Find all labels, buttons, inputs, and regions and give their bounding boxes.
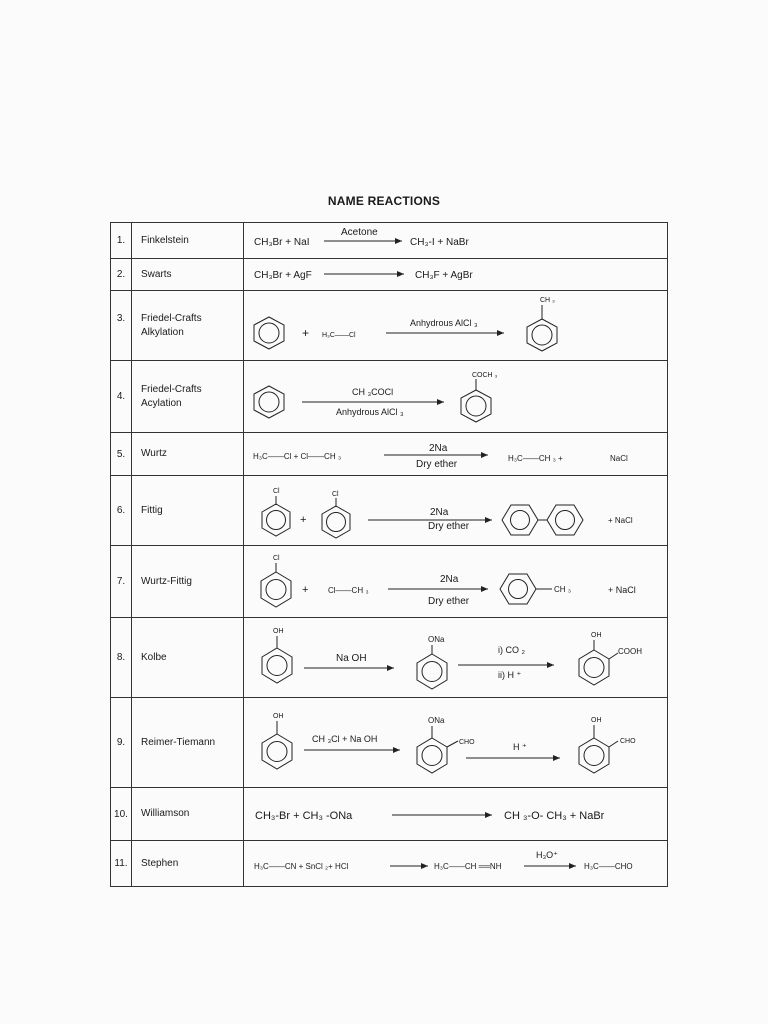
- substituent-label: OH: [273, 713, 284, 720]
- intermediate-text: H₃C——CH ══NH: [434, 862, 502, 871]
- benzene-ring: [254, 386, 284, 418]
- reactants-text: H₃C——Cl + Cl——CH ₃: [253, 452, 342, 461]
- substituent-label: COCH ₃: [472, 372, 498, 379]
- substituent-label: CH ₃: [540, 297, 555, 304]
- reaction-equation: [244, 788, 668, 841]
- arrow-head: [481, 586, 488, 592]
- products-text: H₃C——CHO: [584, 862, 633, 871]
- reaction-diagram: [244, 361, 667, 432]
- reaction-equation: [244, 698, 668, 788]
- arrow-condition: Na OH: [336, 653, 367, 664]
- reaction-diagram: [244, 259, 667, 290]
- phenol-ring: [262, 636, 292, 683]
- arrow-condition: i) CO ₂: [498, 645, 525, 655]
- substituent-label: ONa: [428, 716, 445, 725]
- row-number: 2.: [111, 259, 132, 291]
- table-row: [111, 476, 668, 546]
- arrow-head: [569, 863, 576, 869]
- byproduct-text: + NaCl: [608, 516, 633, 525]
- reaction-name: Fittig: [132, 476, 244, 546]
- products-text: CH₃F + AgBr: [415, 270, 473, 281]
- table-row: [111, 433, 668, 476]
- chlorobenzene-ring: [262, 496, 290, 536]
- arrow-head: [395, 238, 402, 244]
- arrow-condition-below: Dry ether: [428, 521, 470, 532]
- table-row: [111, 259, 668, 291]
- arrow-condition: 2Na: [440, 574, 459, 585]
- reaction-equation: [244, 841, 668, 887]
- row-number: 4.: [111, 361, 132, 433]
- arrow-condition: H ⁺: [513, 742, 527, 752]
- arrow-head: [547, 662, 554, 668]
- arrow-head: [437, 399, 444, 405]
- substituent-label: OH: [591, 632, 602, 639]
- arrow-head: [481, 452, 488, 458]
- reaction-name: Stephen: [132, 841, 244, 887]
- row-number: 10.: [111, 788, 132, 841]
- table-row: [111, 361, 668, 433]
- reactants-text: CH₃Br + AgF: [254, 270, 312, 281]
- reaction-diagram: [244, 698, 667, 787]
- reaction-name: Finkelstein: [132, 223, 244, 259]
- row-number: 7.: [111, 546, 132, 618]
- acetophenone-ring: [461, 379, 491, 422]
- reactants-text: CH₃-Br + CH₃ -ONa: [255, 810, 353, 822]
- page-title: NAME REACTIONS: [327, 194, 441, 208]
- arrow-head: [393, 747, 400, 753]
- substituent-label: Cl: [273, 555, 280, 562]
- arrow-condition-below: Anhydrous AlCl ₃: [336, 407, 404, 417]
- reaction-diagram: [244, 788, 667, 840]
- arrow-condition: 2Na: [430, 507, 449, 518]
- products-text: H₃C——CH ₃ +: [508, 454, 563, 463]
- table-row: [111, 291, 668, 361]
- substituent-label: OH: [591, 717, 602, 724]
- table-row: [111, 546, 668, 618]
- row-number: 3.: [111, 291, 132, 361]
- chlorobenzene-ring: [322, 498, 350, 538]
- reaction-name: Kolbe: [132, 618, 244, 698]
- row-number: 6.: [111, 476, 132, 546]
- arrow-condition: CH ₃Cl + Na OH: [312, 734, 378, 744]
- chlorobenzene-ring: [261, 563, 291, 607]
- reaction-equation: [244, 618, 668, 698]
- reaction-equation: [244, 361, 668, 433]
- arrow-condition: Anhydrous AlCl ₃: [410, 318, 478, 328]
- reactants-text: H₃C——CN + SnCl ₂+ HCl: [254, 862, 349, 871]
- salicylaldehyde-ring: [579, 725, 618, 773]
- salicylic-acid-ring: [579, 640, 618, 685]
- reaction-equation: [244, 259, 668, 291]
- substituent-label: CHO: [620, 738, 636, 745]
- substituent-label: COOH: [618, 647, 642, 656]
- arrow-head: [421, 863, 428, 869]
- reaction-name: Friedel-Crafts Alkylation: [132, 291, 244, 361]
- row-number: 9.: [111, 698, 132, 788]
- reaction-name: Wurtz-Fittig: [132, 546, 244, 618]
- arrow-condition: H₃O⁺: [536, 850, 558, 860]
- substituent-label: Cl: [332, 491, 339, 498]
- biphenyl-structure: [502, 505, 583, 535]
- arrow-condition: Acetone: [341, 227, 378, 238]
- reactants-text: CH₃Br + NaI: [254, 237, 310, 248]
- plus-sign: +: [300, 514, 307, 526]
- row-number: 11.: [111, 841, 132, 887]
- reaction-diagram: [244, 841, 667, 886]
- arrow-condition: 2Na: [429, 443, 448, 454]
- substituent-label: ONa: [428, 635, 445, 644]
- name-reactions-table: [110, 222, 668, 887]
- reaction-diagram: [244, 546, 667, 617]
- arrow-head: [485, 517, 492, 523]
- byproduct-text: + NaCl: [608, 585, 636, 595]
- table-row: [111, 223, 668, 259]
- reaction-equation: [244, 223, 668, 259]
- arrow-head: [485, 812, 492, 818]
- reaction-diagram: [244, 223, 667, 258]
- byproduct-text: NaCl: [610, 454, 628, 463]
- arrow-head: [387, 665, 394, 671]
- benzene-ring: [254, 317, 284, 349]
- sodium-phenoxide-ring: [417, 726, 458, 773]
- reaction-name: Reimer-Tiemann: [132, 698, 244, 788]
- substituent-label: Cl: [273, 488, 280, 495]
- table-row: [111, 788, 668, 841]
- substituent-label: CHO: [459, 739, 475, 746]
- table-row: [111, 841, 668, 887]
- table-row: [111, 698, 668, 788]
- row-number: 5.: [111, 433, 132, 476]
- plus-sign: +: [302, 326, 310, 340]
- row-number: 1.: [111, 223, 132, 259]
- table-row: [111, 618, 668, 698]
- sodium-phenoxide-ring: [417, 645, 447, 689]
- row-number: 8.: [111, 618, 132, 698]
- arrow-head: [497, 330, 504, 336]
- reaction-name: Swarts: [132, 259, 244, 291]
- reaction-equation: [244, 291, 668, 361]
- phenol-ring: [262, 721, 292, 769]
- arrow-condition: CH ₃COCl: [352, 387, 394, 397]
- reaction-name: Williamson: [132, 788, 244, 841]
- plus-sign: +: [302, 584, 309, 596]
- reagent-text: H₃C——Cl: [322, 332, 356, 339]
- reagent-text: Cl——CH ₃: [328, 586, 369, 595]
- reaction-equation: [244, 546, 668, 618]
- substituent-label: CH ₃: [554, 585, 572, 594]
- reaction-diagram: [244, 618, 667, 697]
- products-text: CH ₃-O- CH₃ + NaBr: [504, 810, 605, 822]
- arrow-head: [397, 271, 404, 277]
- reaction-diagram: [244, 291, 667, 360]
- reaction-diagram: [244, 476, 667, 545]
- products-text: CH₃-I + NaBr: [410, 237, 469, 248]
- arrow-condition-below: Dry ether: [416, 459, 458, 470]
- arrow-head: [553, 755, 560, 761]
- arrow-condition-below: ii) H ⁺: [498, 670, 522, 680]
- reaction-equation: [244, 476, 668, 546]
- reaction-diagram: [244, 433, 667, 475]
- substituent-label: OH: [273, 628, 284, 635]
- reaction-name: Wurtz: [132, 433, 244, 476]
- arrow-condition-below: Dry ether: [428, 596, 470, 607]
- reaction-equation: [244, 433, 668, 476]
- toluene-ring: [527, 305, 557, 351]
- toluene-ring: [500, 574, 552, 604]
- reaction-name: Friedel-Crafts Acylation: [132, 361, 244, 433]
